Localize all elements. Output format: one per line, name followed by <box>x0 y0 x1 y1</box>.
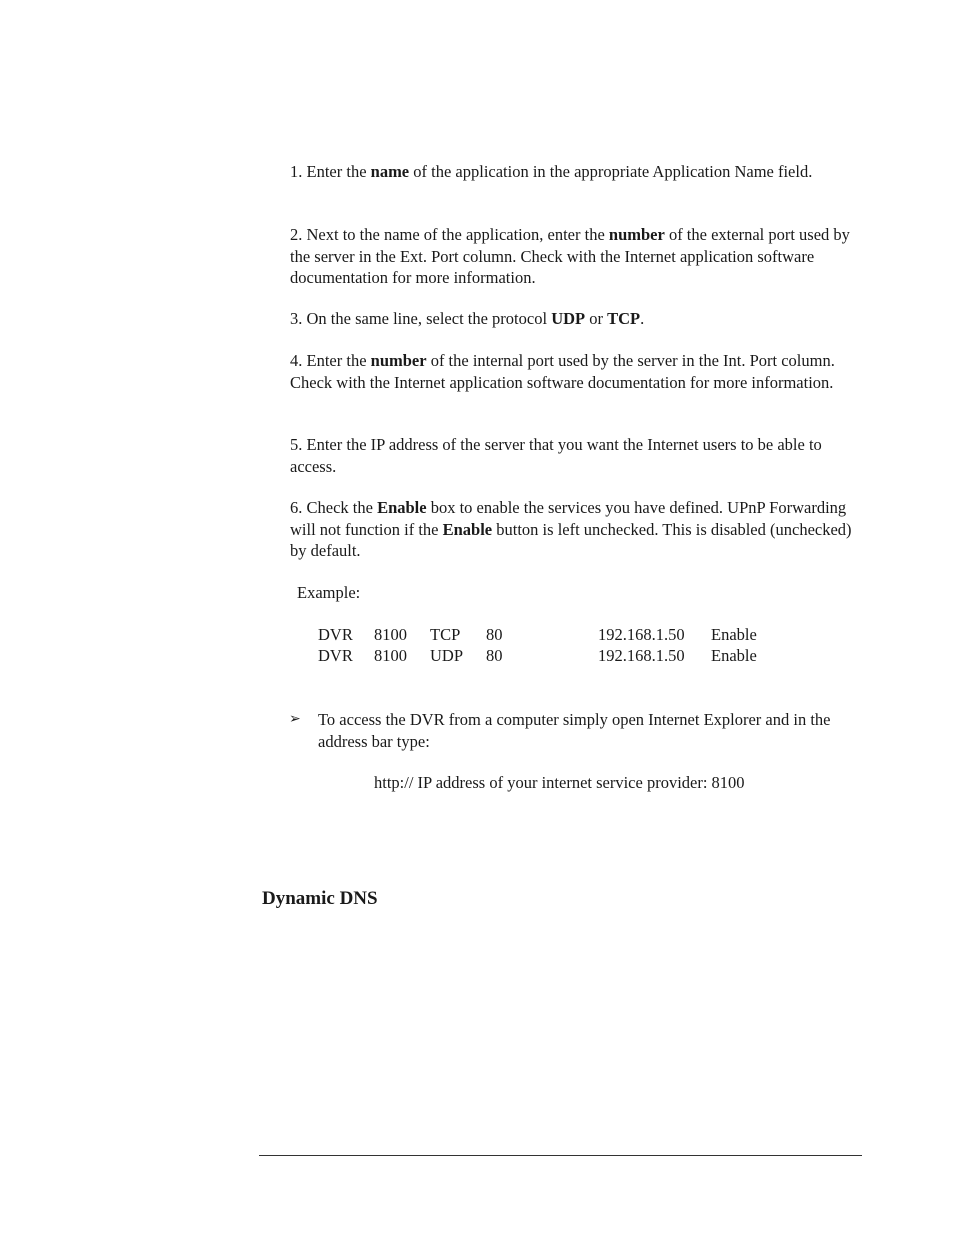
example-ip-address: 192.168.1.50 <box>598 625 685 644</box>
arrowhead-bullet-icon: ➢ <box>289 711 301 727</box>
example-label: Example: <box>297 583 361 602</box>
step-6-text: 6. Check the <box>290 498 378 517</box>
example-protocol: TCP <box>430 625 461 644</box>
step-4-text-end: of the internal port used by the server in the Int. Port column. Check with the Internet application software documentation for more information. <box>290 351 835 392</box>
example-protocol: UDP <box>430 646 464 665</box>
example-ip-address: 192.168.1.50 <box>598 646 685 665</box>
step-3-text: 3. On the same line, select the protocol <box>290 309 552 328</box>
example-int-port: 80 <box>486 625 503 644</box>
step-3-emphasis-udp: UDP <box>551 309 586 328</box>
step-6-text-end: button is left unchecked. This is disabled (unchecked) by default. <box>290 519 852 560</box>
url-instruction: http:// IP address of your internet service provider: 8100 <box>374 773 745 792</box>
step-6-emphasis-enable-2: Enable <box>442 519 493 539</box>
step-1-text: 1. Enter the <box>290 162 371 181</box>
step-2-paragraph <box>290 224 865 289</box>
example-row <box>0 645 954 666</box>
step-1-paragraph <box>290 161 865 183</box>
step-5-paragraph <box>290 434 865 477</box>
step-4-paragraph <box>290 350 865 393</box>
example-int-port: 80 <box>486 646 503 665</box>
step-6-emphasis-enable: Enable <box>377 498 427 517</box>
step-1-emphasis: name <box>370 162 410 181</box>
step-1-text-end: of the application in the appropriate Application Name field. <box>409 162 813 181</box>
example-status: Enable <box>711 625 757 644</box>
step-5-text: 5. Enter the IP address of the server that you want the Internet users to be able to access. <box>290 435 822 476</box>
step-4-emphasis: number <box>370 351 427 370</box>
example-row <box>0 624 954 645</box>
example-ext-port: 8100 <box>374 646 407 665</box>
bullet-text: To access the DVR from a computer simply open Internet Explorer and in the address bar type: <box>318 710 831 751</box>
example-ext-port: 8100 <box>374 625 407 644</box>
step-2-emphasis: number <box>608 225 665 244</box>
step-2-text: 2. Next to the name of the application, enter the <box>290 225 609 244</box>
step-6-text-mid: box to enable the services you have defined. UPnP Forwarding will not function if the <box>290 498 847 539</box>
example-app-name: DVR <box>318 625 353 644</box>
section-heading: Dynamic DNS <box>262 888 378 909</box>
example-app-name: DVR <box>318 646 353 665</box>
step-3-text-mid: or <box>585 309 608 328</box>
footer-divider <box>259 1155 862 1156</box>
step-4-text: 4. Enter the <box>290 351 371 370</box>
example-status: Enable <box>711 646 757 665</box>
step-3-emphasis-tcp: TCP <box>607 309 641 328</box>
step-3-text-end: . <box>640 309 645 328</box>
step-3-paragraph <box>290 308 865 330</box>
step-6-paragraph <box>290 497 865 562</box>
step-2-text-end: of the external port used by the server in the Ext. Port column. Check with the Internet application software documentation for more information. <box>290 225 850 287</box>
